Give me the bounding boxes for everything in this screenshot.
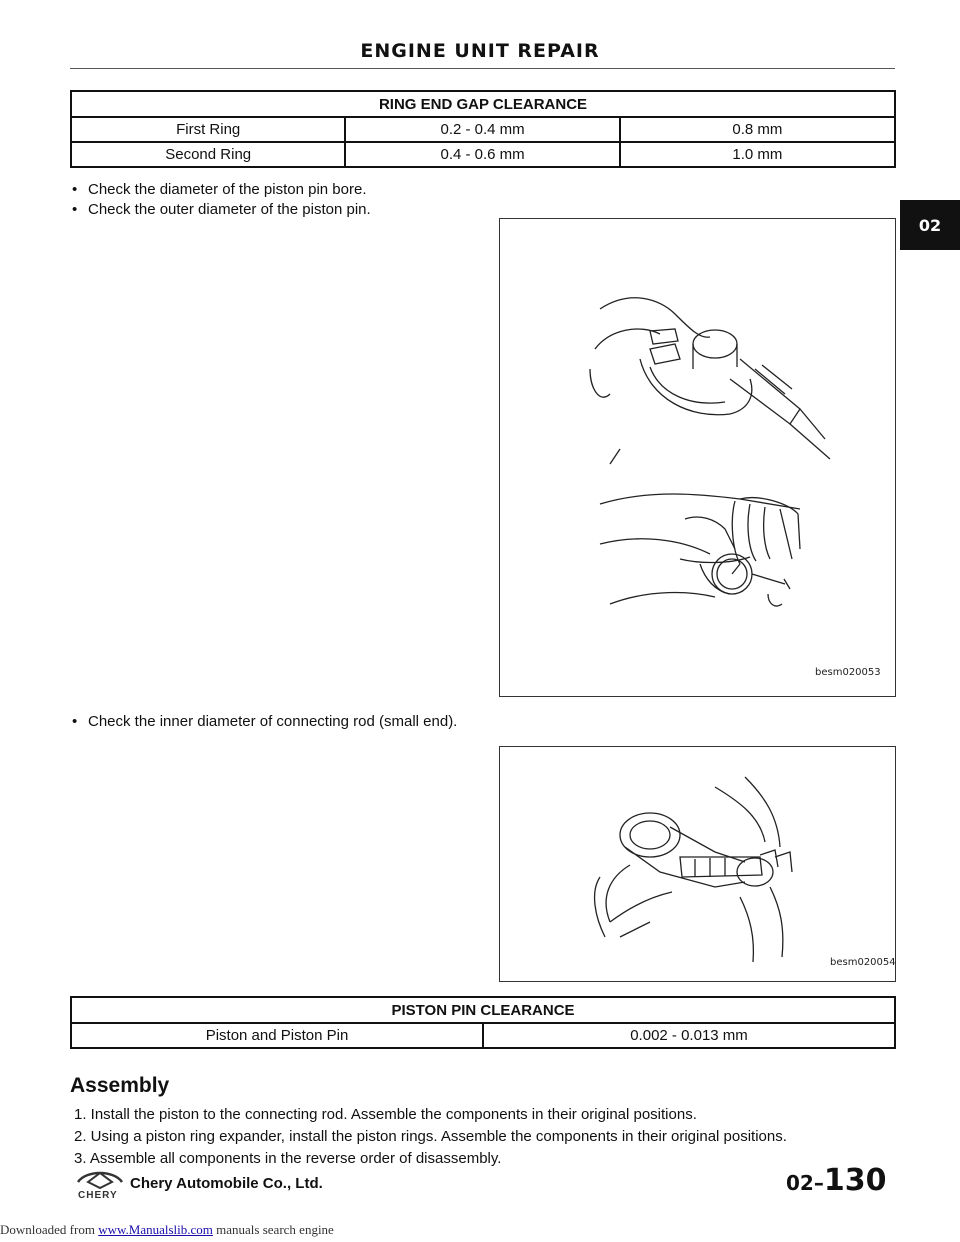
ring-end-gap-table <box>70 90 896 168</box>
download-prefix: Downloaded from <box>0 1222 99 1237</box>
table-cell: 0.4 - 0.6 mm <box>345 142 619 167</box>
figure-piston-pin-measurement <box>499 218 896 697</box>
bullet-text: Check the outer diameter of the piston pin. <box>88 201 371 218</box>
page-number-value: 130 <box>823 1163 887 1198</box>
header-divider <box>70 68 895 69</box>
pin-table-title: PISTON PIN CLEARANCE <box>71 997 895 1023</box>
piston-pin-clearance-table <box>70 996 896 1049</box>
list-item: 2. Using a piston ring expander, install the piston rings. Assemble the components in their original positions. <box>74 1128 787 1145</box>
figure-connecting-rod-measurement <box>499 746 896 982</box>
bullet-icon: • <box>72 181 78 198</box>
page-prefix: 02– <box>786 1171 824 1195</box>
manualslib-link[interactable]: www.Manualslib.com <box>98 1222 213 1237</box>
list-item: 3. Assemble all components in the reverse order of disassembly. <box>74 1150 502 1167</box>
chery-logo <box>74 1168 126 1202</box>
table-row <box>71 1023 895 1048</box>
table-cell: 0.002 - 0.013 mm <box>483 1023 895 1048</box>
table-cell: 0.2 - 0.4 mm <box>345 117 619 142</box>
figure-caption: besm020054 <box>830 957 896 968</box>
list-item <box>72 712 457 732</box>
bullet-icon: • <box>72 201 78 218</box>
page-number <box>786 1163 886 1198</box>
download-suffix: manuals search engine <box>212 1222 334 1237</box>
page-header-title: ENGINE UNIT REPAIR <box>360 40 600 62</box>
chery-brand-text: CHERY <box>78 1190 118 1201</box>
list-item <box>72 180 371 200</box>
chery-logo-icon <box>74 1168 126 1192</box>
footer-company: Chery Automobile Co., Ltd. <box>130 1175 323 1192</box>
section-tab: 02 <box>900 200 960 250</box>
download-note <box>0 1222 334 1238</box>
bullet-text: Check the diameter of the piston pin bore. <box>88 181 367 198</box>
micrometer-illustration <box>500 219 895 696</box>
inspection-bullets <box>72 180 371 220</box>
assembly-heading: Assembly <box>70 1074 170 1097</box>
table-cell: Piston and Piston Pin <box>71 1023 483 1048</box>
table-row <box>71 142 895 167</box>
bullet-icon: • <box>72 713 78 730</box>
table-cell: 1.0 mm <box>620 142 895 167</box>
assembly-steps <box>74 1104 787 1170</box>
table-row <box>71 117 895 142</box>
list-item <box>72 200 371 220</box>
bullet-text: Check the inner diameter of connecting rod (small end). <box>88 713 458 730</box>
table-cell: 0.8 mm <box>620 117 895 142</box>
list-item: 1. Install the piston to the connecting rod. Assemble the components in their original positions. <box>74 1106 697 1123</box>
figure-caption: besm020053 <box>815 667 881 678</box>
connecting-rod-illustration <box>500 747 895 981</box>
ring-table-title: RING END GAP CLEARANCE <box>71 91 895 117</box>
table-cell: First Ring <box>71 117 345 142</box>
table-cell: Second Ring <box>71 142 345 167</box>
